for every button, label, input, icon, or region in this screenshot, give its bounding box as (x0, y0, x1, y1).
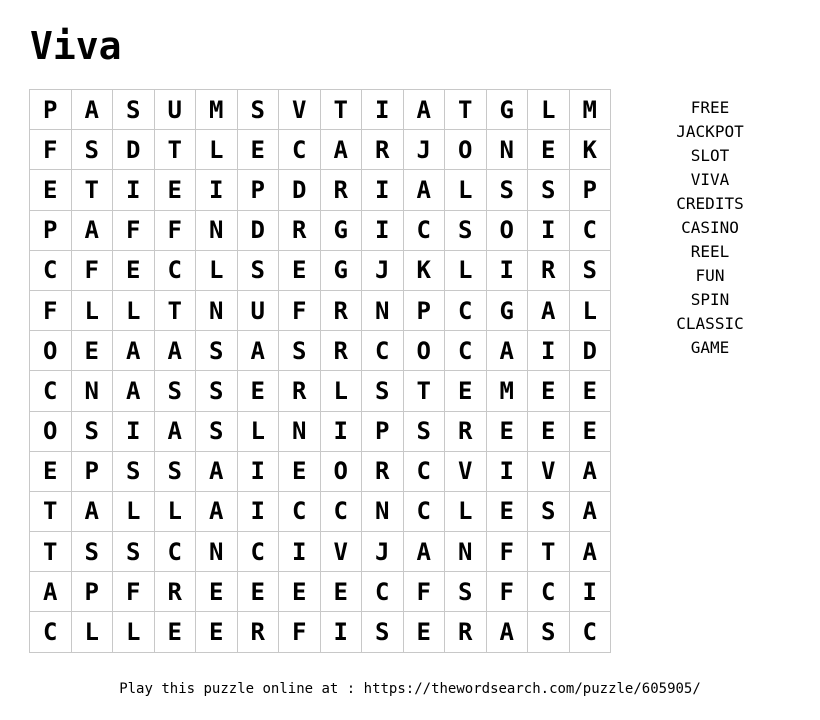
grid-cell[interactable]: C (320, 491, 362, 531)
grid-cell[interactable]: F (279, 612, 321, 652)
grid-row (30, 331, 611, 371)
word-list-item: FUN (695, 266, 725, 285)
grid-cell[interactable]: I (569, 572, 611, 612)
grid-cell[interactable]: K (403, 250, 445, 290)
grid-cell[interactable]: A (71, 210, 113, 250)
grid-cell[interactable]: C (154, 532, 196, 572)
grid-cell[interactable]: I (113, 170, 155, 210)
grid-cell[interactable]: S (528, 491, 570, 531)
grid-cell[interactable]: L (113, 491, 155, 531)
grid-cell[interactable]: S (528, 612, 570, 652)
grid-cell[interactable]: E (445, 371, 487, 411)
word-list-item: CASINO (681, 218, 739, 237)
grid-cell[interactable]: I (486, 250, 528, 290)
grid-cell[interactable]: N (196, 532, 238, 572)
grid-cell[interactable]: A (237, 331, 279, 371)
page-title: Viva (30, 24, 122, 68)
word-list-item: VIVA (690, 170, 730, 189)
grid-cell[interactable]: C (445, 331, 487, 371)
grid-cell[interactable]: T (154, 130, 196, 170)
grid-cell[interactable]: G (320, 210, 362, 250)
grid-cell[interactable]: T (71, 170, 113, 210)
grid-cell[interactable]: C (403, 491, 445, 531)
grid-cell[interactable]: M (196, 90, 238, 130)
grid-row (30, 290, 611, 330)
grid-row (30, 371, 611, 411)
grid-cell[interactable]: A (403, 170, 445, 210)
grid-cell[interactable]: S (196, 371, 238, 411)
grid-cell[interactable]: V (445, 451, 487, 491)
grid-cell[interactable]: L (445, 250, 487, 290)
grid-cell[interactable]: S (237, 90, 279, 130)
grid-cell[interactable]: N (196, 290, 238, 330)
grid-cell[interactable]: R (237, 612, 279, 652)
grid-cell[interactable]: L (71, 612, 113, 652)
grid-cell[interactable]: I (528, 210, 570, 250)
grid-cell[interactable]: A (320, 130, 362, 170)
grid-cell[interactable]: I (528, 331, 570, 371)
word-list-item: CLASSIC (676, 314, 744, 333)
grid-cell[interactable]: S (71, 130, 113, 170)
grid-cell[interactable]: I (486, 451, 528, 491)
grid-row (30, 491, 611, 531)
grid-cell[interactable]: I (362, 170, 404, 210)
grid-cell[interactable]: C (279, 491, 321, 531)
grid-cell[interactable]: F (486, 532, 528, 572)
letter-grid (29, 89, 611, 653)
grid-cell[interactable]: T (528, 532, 570, 572)
grid-cell[interactable]: T (30, 532, 72, 572)
grid-cell[interactable]: S (445, 210, 487, 250)
grid-cell[interactable]: C (279, 130, 321, 170)
grid-cell[interactable]: F (30, 290, 72, 330)
grid-cell[interactable]: C (528, 572, 570, 612)
grid-cell[interactable]: D (237, 210, 279, 250)
grid-cell[interactable]: U (154, 90, 196, 130)
grid-cell[interactable]: D (113, 130, 155, 170)
grid-cell[interactable]: T (403, 371, 445, 411)
grid-cell[interactable]: T (445, 90, 487, 130)
grid-cell[interactable]: J (403, 130, 445, 170)
grid-cell[interactable]: S (71, 532, 113, 572)
grid-row (30, 451, 611, 491)
grid-cell[interactable]: N (71, 371, 113, 411)
grid-cell[interactable]: V (320, 532, 362, 572)
grid-row (30, 532, 611, 572)
grid-cell[interactable]: A (113, 331, 155, 371)
grid-cell[interactable]: S (486, 170, 528, 210)
grid-cell[interactable]: A (71, 90, 113, 130)
grid-cell[interactable]: L (445, 170, 487, 210)
grid-cell[interactable]: S (403, 411, 445, 451)
grid-row (30, 411, 611, 451)
grid-cell[interactable]: S (196, 331, 238, 371)
grid-cell[interactable]: N (362, 290, 404, 330)
grid-cell[interactable]: A (196, 451, 238, 491)
grid-cell[interactable]: E (320, 572, 362, 612)
grid-cell[interactable]: S (362, 371, 404, 411)
grid-cell[interactable]: E (486, 411, 528, 451)
grid-cell[interactable]: E (196, 612, 238, 652)
grid-cell[interactable]: E (196, 572, 238, 612)
grid-cell[interactable]: P (71, 451, 113, 491)
grid-row (30, 90, 611, 130)
grid-cell[interactable]: P (403, 290, 445, 330)
grid-cell[interactable]: J (362, 250, 404, 290)
grid-cell[interactable]: E (569, 411, 611, 451)
grid-cell[interactable]: A (196, 491, 238, 531)
grid-cell[interactable]: P (71, 572, 113, 612)
grid-cell[interactable]: N (362, 491, 404, 531)
grid-cell[interactable]: R (445, 612, 487, 652)
grid-cell[interactable]: J (362, 532, 404, 572)
grid-row (30, 210, 611, 250)
grid-cell[interactable]: S (196, 411, 238, 451)
grid-cell[interactable]: E (279, 572, 321, 612)
grid-cell[interactable]: T (30, 491, 72, 531)
grid-cell[interactable]: T (320, 90, 362, 130)
grid-cell[interactable]: E (237, 371, 279, 411)
grid-cell[interactable]: A (486, 612, 528, 652)
grid-cell[interactable]: F (113, 572, 155, 612)
grid-cell[interactable]: C (237, 532, 279, 572)
grid-cell[interactable]: S (237, 250, 279, 290)
grid-cell[interactable]: G (486, 290, 528, 330)
grid-cell[interactable]: S (569, 250, 611, 290)
grid-cell[interactable]: P (30, 90, 72, 130)
grid-cell[interactable]: E (30, 170, 72, 210)
grid-cell[interactable]: N (196, 210, 238, 250)
grid-cell[interactable]: R (279, 210, 321, 250)
grid-cell[interactable]: P (569, 170, 611, 210)
grid-cell[interactable]: S (445, 572, 487, 612)
grid-row (30, 612, 611, 652)
grid-cell[interactable]: S (154, 451, 196, 491)
grid-cell[interactable]: L (113, 612, 155, 652)
grid-cell[interactable]: A (569, 451, 611, 491)
grid-cell[interactable]: E (528, 130, 570, 170)
grid-cell[interactable]: C (403, 451, 445, 491)
grid-cell[interactable]: M (486, 371, 528, 411)
grid-cell[interactable]: A (403, 532, 445, 572)
grid-cell[interactable]: L (569, 290, 611, 330)
grid-cell[interactable]: M (569, 90, 611, 130)
word-list-item: SPIN (690, 290, 730, 309)
grid-cell[interactable]: I (113, 411, 155, 451)
grid-cell[interactable]: F (30, 130, 72, 170)
grid-cell[interactable]: L (154, 491, 196, 531)
grid-cell[interactable]: O (320, 451, 362, 491)
grid-cell[interactable]: I (279, 532, 321, 572)
grid-cell[interactable]: L (320, 371, 362, 411)
grid-cell[interactable]: E (237, 572, 279, 612)
grid-row (30, 572, 611, 612)
grid-cell[interactable]: C (154, 250, 196, 290)
grid-cell[interactable]: R (528, 250, 570, 290)
grid-cell[interactable]: R (362, 130, 404, 170)
grid-cell[interactable]: E (569, 371, 611, 411)
grid-cell[interactable]: E (528, 371, 570, 411)
grid-cell[interactable]: C (30, 371, 72, 411)
grid-cell[interactable]: P (237, 170, 279, 210)
grid-cell[interactable]: R (320, 170, 362, 210)
grid-cell[interactable]: A (71, 491, 113, 531)
grid-cell[interactable]: R (154, 572, 196, 612)
grid-cell[interactable]: R (320, 290, 362, 330)
word-list-item: GAME (690, 338, 730, 357)
grid-cell[interactable]: S (362, 612, 404, 652)
word-list-item: REEL (690, 242, 730, 261)
grid-cell[interactable]: E (154, 170, 196, 210)
footer-link-text: Play this puzzle online at : https://thewordsearch.com/puzzle/605905/ (119, 681, 701, 697)
word-list-item: FREE (690, 98, 730, 117)
grid-cell[interactable]: G (486, 90, 528, 130)
grid-cell[interactable]: S (528, 170, 570, 210)
grid-cell[interactable]: F (154, 210, 196, 250)
grid-cell[interactable]: E (279, 250, 321, 290)
grid-cell[interactable]: C (445, 290, 487, 330)
grid-cell[interactable]: R (445, 411, 487, 451)
word-list-item: CREDITS (676, 194, 744, 213)
grid-cell[interactable]: L (237, 411, 279, 451)
grid-row (30, 170, 611, 210)
grid-cell[interactable]: S (113, 532, 155, 572)
grid-cell[interactable]: P (362, 411, 404, 451)
grid-cell[interactable]: I (320, 612, 362, 652)
grid-cell[interactable]: R (320, 331, 362, 371)
grid-cell[interactable]: E (403, 612, 445, 652)
grid-cell[interactable]: I (320, 411, 362, 451)
grid-cell[interactable]: O (403, 331, 445, 371)
grid-cell[interactable]: L (71, 290, 113, 330)
grid-cell[interactable]: A (569, 491, 611, 531)
grid-cell[interactable]: A (486, 331, 528, 371)
grid-cell[interactable]: N (486, 130, 528, 170)
word-list-item: SLOT (690, 146, 730, 165)
grid-cell[interactable]: D (569, 331, 611, 371)
grid-cell[interactable]: L (445, 491, 487, 531)
grid-cell[interactable]: A (113, 371, 155, 411)
grid-cell[interactable]: I (237, 491, 279, 531)
grid-row (30, 130, 611, 170)
grid-cell[interactable]: A (154, 331, 196, 371)
grid-cell[interactable]: O (486, 210, 528, 250)
grid-cell[interactable]: E (279, 451, 321, 491)
grid-cell[interactable]: N (445, 532, 487, 572)
grid-cell[interactable]: E (154, 612, 196, 652)
grid-cell[interactable]: C (30, 250, 72, 290)
grid-cell[interactable]: L (528, 90, 570, 130)
grid-cell[interactable]: I (362, 90, 404, 130)
grid-cell[interactable]: A (154, 411, 196, 451)
grid-cell[interactable]: E (71, 331, 113, 371)
grid-cell[interactable]: G (320, 250, 362, 290)
grid-cell[interactable]: T (154, 290, 196, 330)
grid-cell[interactable]: L (196, 130, 238, 170)
grid-cell[interactable]: K (569, 130, 611, 170)
grid-cell[interactable]: S (71, 411, 113, 451)
grid-cell[interactable]: L (196, 250, 238, 290)
grid-cell[interactable]: F (279, 290, 321, 330)
grid-cell[interactable]: N (279, 411, 321, 451)
grid-cell[interactable]: I (362, 210, 404, 250)
grid-cell[interactable]: F (403, 572, 445, 612)
grid-cell[interactable]: O (30, 411, 72, 451)
grid-cell[interactable]: S (279, 331, 321, 371)
grid-cell[interactable]: L (113, 290, 155, 330)
grid-cell[interactable]: C (362, 572, 404, 612)
grid-cell[interactable]: U (237, 290, 279, 330)
grid-cell[interactable]: V (528, 451, 570, 491)
grid-cell[interactable]: D (279, 170, 321, 210)
grid-cell[interactable]: P (30, 210, 72, 250)
grid-cell[interactable]: A (403, 90, 445, 130)
grid-cell[interactable]: I (237, 451, 279, 491)
word-list (640, 96, 780, 360)
grid-cell[interactable]: F (486, 572, 528, 612)
grid-cell[interactable]: V (279, 90, 321, 130)
word-list-item: JACKPOT (676, 122, 744, 141)
grid-cell[interactable]: E (486, 491, 528, 531)
grid-cell[interactable]: F (71, 250, 113, 290)
grid-cell[interactable]: C (362, 331, 404, 371)
grid-cell[interactable]: E (528, 411, 570, 451)
grid-cell[interactable]: C (403, 210, 445, 250)
grid-cell[interactable]: A (528, 290, 570, 330)
grid-cell[interactable]: O (30, 331, 72, 371)
grid-cell[interactable]: C (30, 612, 72, 652)
grid-cell[interactable]: A (569, 532, 611, 572)
grid-cell[interactable]: A (30, 572, 72, 612)
grid-cell[interactable]: R (362, 451, 404, 491)
grid-row (30, 250, 611, 290)
grid-cell[interactable]: C (569, 612, 611, 652)
grid-cell[interactable]: R (279, 371, 321, 411)
grid-cell[interactable]: E (113, 250, 155, 290)
grid-cell[interactable]: E (30, 451, 72, 491)
grid-cell[interactable]: F (113, 210, 155, 250)
grid-cell[interactable]: S (113, 451, 155, 491)
grid-cell[interactable]: E (237, 130, 279, 170)
grid-cell[interactable]: O (445, 130, 487, 170)
grid-cell[interactable]: I (196, 170, 238, 210)
grid-cell[interactable]: S (113, 90, 155, 130)
grid-cell[interactable]: C (569, 210, 611, 250)
grid-cell[interactable]: S (154, 371, 196, 411)
